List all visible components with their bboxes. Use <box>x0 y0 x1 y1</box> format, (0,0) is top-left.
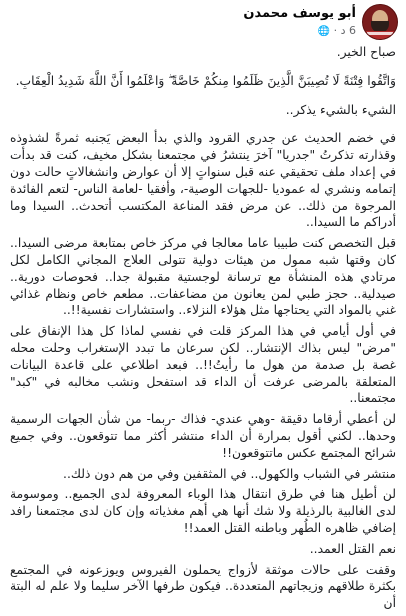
post-paragraph: نعم القتل العمد.. <box>309 541 396 556</box>
post-paragraph: لن أطيل هنا في طرق انتقال هذا الوباء المعروفة لدى الجميع.. وموسومة لدى الغالبية بالرذيلة ولا شك أنها هي أهم مغذياته وإن كان لدى مجتمعنا رافد إضافي ظاهره الطُهر وباطنه القتل العمد!! <box>10 487 396 535</box>
author-avatar[interactable] <box>362 4 398 40</box>
globe-icon: 🌐 <box>317 26 331 37</box>
post-paragraph: في أول أيامي في هذا المركز قلت في نفسي لماذا كل هذا الإنفاق على "مرض" ليس بذاك الإنتشار.. لكن سرعان ما تبدد الإستغراب وحلت محله غصة بل صدمة من هول ما رأيتُ!!.. فبعد اطلاعي على قاعدة البيانات المتعلقة بالمرضى عرفت أن الداء قد استفحل ونشب مخالبه في "كبد" مجتمعنا.. <box>10 324 396 406</box>
post-paragraph: قبل التخصص كنت طبيبا عاما معالجا في مركز خاص بمتابعة مرضى السيدا.. كان وقتها شبه ممول من هيئات دولية تتولى العلاج المجاني الكامل لكل مرتادي هذه المنشأة مع ترسانة لوجستية مقبولة جدا.. فحوصات دورية.. صيدلية.. حجز طبي لمن يعانون من مضاعفات.. مطعم خاص ونظام غذائي غني بالمواد التي يحتاجها مثل هؤلاء النزلاء.. واستشارات نفسية!!.. <box>10 236 396 318</box>
post-body <box>0 44 406 616</box>
post-header <box>0 0 406 44</box>
post-paragraph: صباح الخير. <box>336 45 396 59</box>
post-paragraph: لن أعطي أرقاما دقيقة -وهي عندي- فذاك -ربما- من شأن الجهات الرسمية وحدها.. لكني أقول بمرارة أن الداء منتشر أكثر مما تتوقعون.. وفي جميع شرائح المجتمع عكس ماتتوقعون!! <box>10 412 396 460</box>
post-paragraph: وَاتَّقُوا فِتْنَةً لَا تُصِيبَنَّ الَّذِينَ ظَلَمُوا مِنكُمْ خَاصَّةً ۖ وَاعْلَمُوا أَنَّ اللَّهَ شَدِيدُ الْعِقَابِ. <box>15 73 396 88</box>
post-paragraph: وقفت على حالات موثقة لأزواج يحملون الفيروس ويوزعونه في المجتمع بكثرة طلاقهم وزيجاتهم المتعددة.. فيكون طرفها الآخر سليما ولا علم له البتة أن <box>10 562 396 611</box>
post-meta: 6 د · 🌐 <box>317 24 356 37</box>
author-name[interactable]: أبو يوسف محمدن <box>243 6 356 21</box>
post-time[interactable]: 6 د <box>340 24 356 37</box>
post-paragraph: منتشر في الشباب والكهول.. في المثقفين وفي من هم دون ذلك.. <box>63 466 396 481</box>
post-paragraph: الشيء بالشيء يذكر.. <box>285 102 396 117</box>
post-paragraph: في خضم الحديث عن جدري القرود والذي بدأ البعض يَجنبه ثمرةً لشذوذه وقذارته تذكرتُ "جدريا" آخرَ ينتشرُ في مجتمعنا بشكل مخيف، كنت قد بدأت في إعداد ملف تحقيقي عنه قبل سنواتٍ إلا أن عوارض وانشغالاتٍ حالت دون إتمامه ونشري له عموديا -للجهات الوصية-، وأفقيا -لعامة الناس- لتعم الفائدة المرجوة من ذلك.. عن مرض فقد المناعة المكتسب أتحدث.. السيدا وما أدراكم ما السيدا.. <box>10 131 396 230</box>
